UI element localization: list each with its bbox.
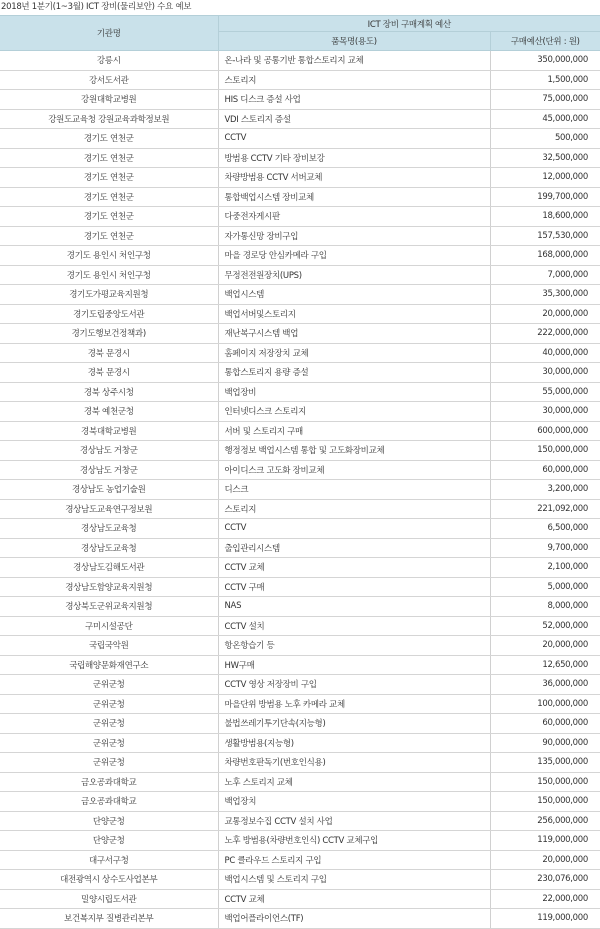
amount-cell: 30,000,000 [490,402,600,422]
item-cell: PC 클라우드 스토리지 구입 [218,850,490,870]
amount-cell: 52,000,000 [490,616,600,636]
item-cell: 백업시스템 및 스토리지 구입 [218,870,490,890]
amount-cell: 119,000,000 [490,831,600,851]
table-row [0,850,600,870]
org-cell: 경상남도김해도서관 [0,558,218,578]
item-cell: 디스크 [218,480,490,500]
table-row [0,109,600,129]
table-row [0,733,600,753]
org-cell: 대전광역시 상수도사업본부 [0,870,218,890]
amount-cell: 12,650,000 [490,655,600,675]
table-caption: 2018년 1분기(1~3월) ICT 장비(물리보안) 수요 예보 [1,2,192,12]
amount-cell: 222,000,000 [490,324,600,344]
amount-cell: 100,000,000 [490,694,600,714]
amount-cell: 168,000,000 [490,246,600,266]
amount-cell: 119,000,000 [490,909,600,929]
header-item: 품목명(용도) [218,32,490,51]
amount-cell: 30,000,000 [490,363,600,383]
org-cell: 경상남도교육청 [0,519,218,539]
table-row [0,343,600,363]
amount-cell: 12,000,000 [490,168,600,188]
item-cell: 서버 및 스토리지 구매 [218,421,490,441]
org-cell: 강서도서관 [0,70,218,90]
org-cell: 금오공과대학교 [0,772,218,792]
org-cell: 강릉시 [0,51,218,71]
org-cell: 경기도 연천군 [0,207,218,227]
amount-cell: 256,000,000 [490,811,600,831]
table-row [0,636,600,656]
item-cell: 불법쓰레기투기단속(지능형) [218,714,490,734]
amount-cell: 3,200,000 [490,480,600,500]
item-cell: VDI 스토리지 증설 [218,109,490,129]
org-cell: 경북 상주시청 [0,382,218,402]
amount-cell: 6,500,000 [490,519,600,539]
org-cell: 국립해양문화재연구소 [0,655,218,675]
amount-cell: 75,000,000 [490,90,600,110]
item-cell: 마을단위 방범용 노후 카메라 교체 [218,694,490,714]
org-cell: 경북대학교병원 [0,421,218,441]
amount-cell: 40,000,000 [490,343,600,363]
item-cell: 아이디스크 고도화 장비교체 [218,460,490,480]
org-cell: 경상남도교육청 [0,538,218,558]
item-cell: NAS [218,597,490,617]
amount-cell: 5,000,000 [490,577,600,597]
amount-cell: 230,076,000 [490,870,600,890]
item-cell: 온-나라 및 공통기반 통합스토리지 교체 [218,51,490,71]
table-row [0,616,600,636]
item-cell: 항온항습기 등 [218,636,490,656]
item-cell: CCTV 교체 [218,558,490,578]
item-cell: CCTV 설치 [218,616,490,636]
table-row [0,597,600,617]
item-cell: 백업시스템 [218,285,490,305]
item-cell: HW구매 [218,655,490,675]
amount-cell: 8,000,000 [490,597,600,617]
table-row [0,187,600,207]
table-row [0,460,600,480]
item-cell: 백업장치 [218,792,490,812]
amount-cell: 500,000 [490,129,600,149]
org-cell: 군위군청 [0,714,218,734]
table-row [0,909,600,929]
header-org: 기관명 [0,16,218,51]
org-cell: 경상남도 농업기술원 [0,480,218,500]
amount-cell: 45,000,000 [490,109,600,129]
table-row [0,499,600,519]
item-cell: CCTV 구매 [218,577,490,597]
org-cell: 경기도 연천군 [0,226,218,246]
item-cell: 출입관리시스템 [218,538,490,558]
table-row [0,304,600,324]
org-cell: 군위군청 [0,753,218,773]
org-cell: 경기도행보건정책과) [0,324,218,344]
amount-cell: 35,300,000 [490,285,600,305]
table-row [0,421,600,441]
header-budget-group: ICT 장비 구매계획 예산 [218,16,600,32]
item-cell: HIS 디스크 증설 사업 [218,90,490,110]
item-cell: 자가통신망 장비구입 [218,226,490,246]
org-cell: 경기도 연천군 [0,148,218,168]
org-cell: 금오공과대학교 [0,792,218,812]
amount-cell: 2,100,000 [490,558,600,578]
table-row [0,811,600,831]
table-row [0,889,600,909]
table-row [0,324,600,344]
org-cell: 경기도립중앙도서관 [0,304,218,324]
table-row [0,51,600,71]
table-row [0,753,600,773]
org-cell: 경기도 용인시 처인구청 [0,246,218,266]
org-cell: 군위군청 [0,733,218,753]
header-amount: 구매예산(단위 : 원) [490,32,600,51]
demand-table [0,15,600,929]
amount-cell: 18,600,000 [490,207,600,227]
amount-cell: 32,500,000 [490,148,600,168]
amount-cell: 36,000,000 [490,675,600,695]
org-cell: 경기도가평교육지원청 [0,285,218,305]
org-cell: 경북 예천군청 [0,402,218,422]
table-row [0,714,600,734]
amount-cell: 60,000,000 [490,714,600,734]
table-row [0,363,600,383]
item-cell: 홈페이지 저장장치 교체 [218,343,490,363]
table-row [0,285,600,305]
item-cell: 차량번호판독기(번호인식용) [218,753,490,773]
item-cell: 교통정보수집 CCTV 설치 사업 [218,811,490,831]
table-row [0,148,600,168]
org-cell: 단양군청 [0,831,218,851]
amount-cell: 20,000,000 [490,850,600,870]
item-cell: 행정정보 백업시스템 통합 및 고도화장비교체 [218,441,490,461]
item-cell: 스토리지 [218,499,490,519]
table-row [0,246,600,266]
table-row [0,655,600,675]
amount-cell: 150,000,000 [490,792,600,812]
amount-cell: 9,700,000 [490,538,600,558]
amount-cell: 60,000,000 [490,460,600,480]
item-cell: 차량방범용 CCTV 서버교체 [218,168,490,188]
amount-cell: 90,000,000 [490,733,600,753]
amount-cell: 55,000,000 [490,382,600,402]
table-row [0,675,600,695]
org-cell: 단양군청 [0,811,218,831]
item-cell: 방범용 CCTV 기타 장비보강 [218,148,490,168]
item-cell: 노후 스토리지 교체 [218,772,490,792]
table-row [0,207,600,227]
org-cell: 강원도교육청 강원교육과학정보원 [0,109,218,129]
org-cell: 경상남도교육연구정보원 [0,499,218,519]
item-cell: 마을 경로당 안심카메라 구입 [218,246,490,266]
org-cell: 군위군청 [0,675,218,695]
amount-cell: 20,000,000 [490,304,600,324]
table-row [0,870,600,890]
org-cell: 군위군청 [0,694,218,714]
item-cell: 생활방범용(지능형) [218,733,490,753]
table-row [0,129,600,149]
amount-cell: 199,700,000 [490,187,600,207]
item-cell: 재난복구시스템 백업 [218,324,490,344]
item-cell: 통합백업시스템 장비교체 [218,187,490,207]
org-cell: 경기도 연천군 [0,168,218,188]
item-cell: 노후 방범용(차량번호인식) CCTV 교체구입 [218,831,490,851]
table-row [0,772,600,792]
table-row [0,402,600,422]
table-row [0,90,600,110]
amount-cell: 150,000,000 [490,772,600,792]
item-cell: CCTV [218,129,490,149]
org-cell: 경북 문경시 [0,363,218,383]
table-row [0,538,600,558]
item-cell: 통합스토리지 용량 증설 [218,363,490,383]
item-cell: CCTV [218,519,490,539]
item-cell: 백업장비 [218,382,490,402]
table-row [0,70,600,90]
item-cell: CCTV 교체 [218,889,490,909]
item-cell: CCTV 영상 저장장비 구입 [218,675,490,695]
org-cell: 구미시설공단 [0,616,218,636]
item-cell: 인터넷디스크 스토리지 [218,402,490,422]
table-row [0,265,600,285]
org-cell: 밀양시립도서관 [0,889,218,909]
item-cell: 백업서버및스토리지 [218,304,490,324]
amount-cell: 7,000,000 [490,265,600,285]
org-cell: 경상남도 거창군 [0,460,218,480]
org-cell: 경상남도함양교육지원청 [0,577,218,597]
amount-cell: 157,530,000 [490,226,600,246]
table-body [0,51,600,929]
table-row [0,694,600,714]
item-cell: 무정전전원장치(UPS) [218,265,490,285]
org-cell: 국립국악원 [0,636,218,656]
org-cell: 보건복지부 질병관리본부 [0,909,218,929]
table-row [0,558,600,578]
org-cell: 경기도 용인시 처인구청 [0,265,218,285]
table-row [0,441,600,461]
org-cell: 경북 문경시 [0,343,218,363]
org-cell: 대구서구청 [0,850,218,870]
org-cell: 경기도 연천군 [0,129,218,149]
table-row [0,226,600,246]
amount-cell: 1,500,000 [490,70,600,90]
org-cell: 경상북도군위교육지원청 [0,597,218,617]
amount-cell: 150,000,000 [490,441,600,461]
amount-cell: 22,000,000 [490,889,600,909]
item-cell: 백업어플라이언스(TF) [218,909,490,929]
org-cell: 경기도 연천군 [0,187,218,207]
table-row [0,168,600,188]
amount-cell: 135,000,000 [490,753,600,773]
org-cell: 경상남도 거창군 [0,441,218,461]
table-row [0,831,600,851]
item-cell: 다중전자게시판 [218,207,490,227]
table-row [0,577,600,597]
table-row [0,480,600,500]
table-row [0,792,600,812]
item-cell: 스토리지 [218,70,490,90]
amount-cell: 600,000,000 [490,421,600,441]
amount-cell: 350,000,000 [490,51,600,71]
amount-cell: 221,092,000 [490,499,600,519]
table-row [0,519,600,539]
table-row [0,382,600,402]
org-cell: 강원대학교병원 [0,90,218,110]
amount-cell: 20,000,000 [490,636,600,656]
